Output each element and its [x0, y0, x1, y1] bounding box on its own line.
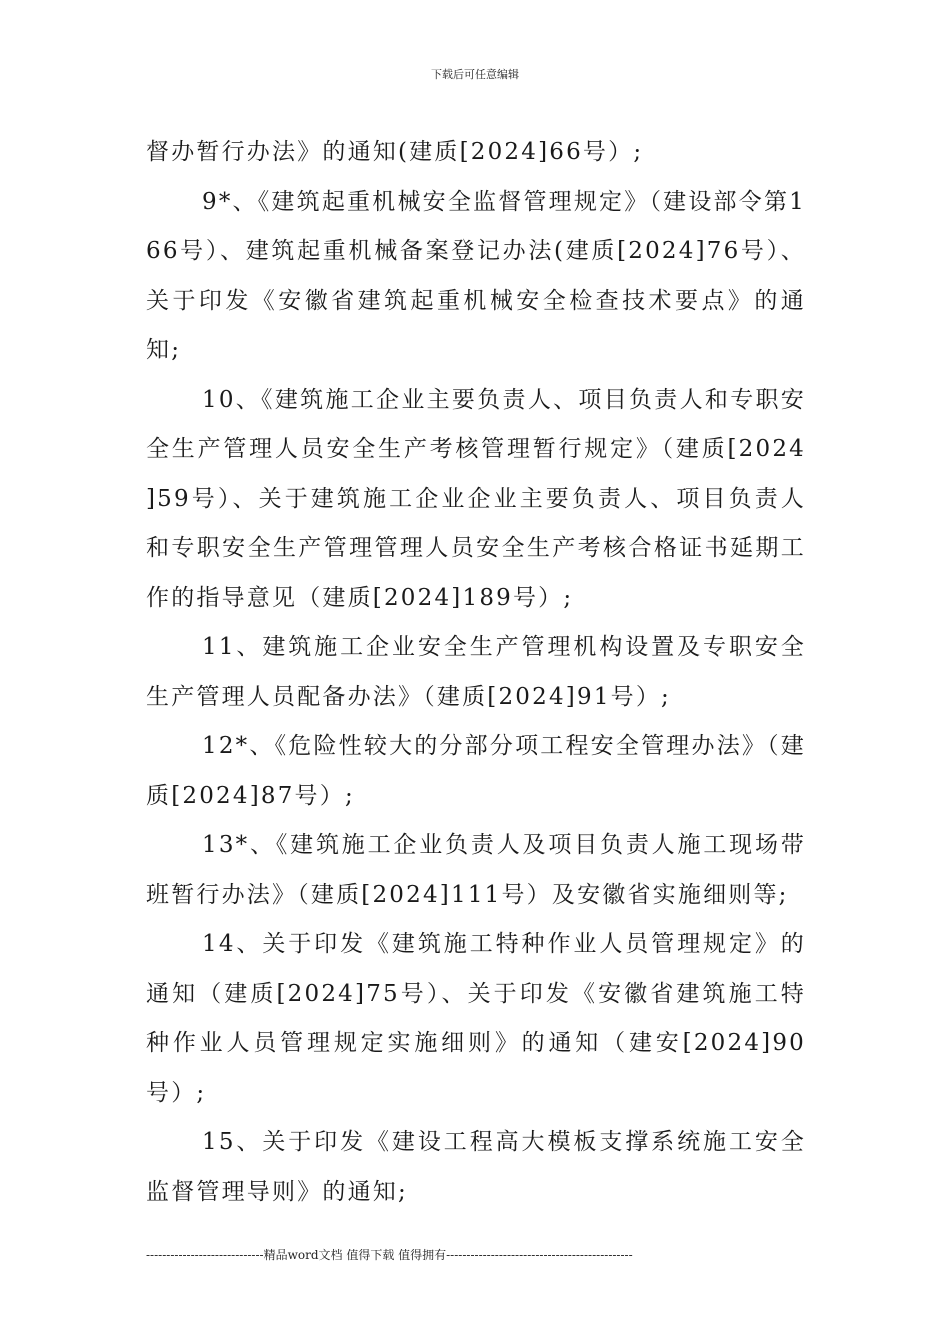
paragraph-item-11: 11、建筑施工企业安全生产管理机构设置及专职安全生产管理人员配备办法》（建质[2024]91号）; — [146, 634, 806, 710]
paragraph-continuation: 督办暂行办法》的通知(建质[2024]66号）; — [146, 139, 644, 165]
page-footer-note: -----------------------------精品word文档 值得下载 值得拥有---------------------------------------------- — [146, 1248, 633, 1262]
paragraph-item-14: 14、关于印发《建筑施工特种作业人员管理规定》的通知（建质[2024]75号）、关于印发《安徽省建筑施工特种作业人员管理规定实施细则》的通知（建安[2024]90号）; — [146, 931, 806, 1106]
document-body — [146, 128, 806, 1217]
paragraph-item-12: 12*、《危险性较大的分部分项工程安全管理办法》（建质[2024]87号）; — [146, 733, 806, 809]
paragraph-item-13: 13*、《建筑施工企业负责人及项目负责人施工现场带班暂行办法》（建质[2024]111号）及安徽省实施细则等; — [146, 832, 806, 908]
paragraph-item-10: 10、《建筑施工企业主要负责人、项目负责人和专职安全生产管理人员安全生产考核管理暂行规定》（建质[2024 ]59号）、关于建筑施工企业企业主要负责人、项目负责人和专职安全生产管理管理人员安全生产考核合格证书延期工作的指导意见（建质[2024]189号）; — [146, 386, 806, 611]
page-header-note: 下载后可任意编辑 — [431, 68, 519, 81]
paragraph-item-15: 15、关于印发《建设工程高大模板支撑系统施工安全监督管理导则》的通知; — [146, 1129, 806, 1205]
paragraph-item-9: 9*、《建筑起重机械安全监督管理规定》（建设部令第166号）、建筑起重机械备案登记办法(建质[2024]76号）、关于印发《安徽省建筑起重机械安全检查技术要点》的通知; — [146, 188, 806, 363]
